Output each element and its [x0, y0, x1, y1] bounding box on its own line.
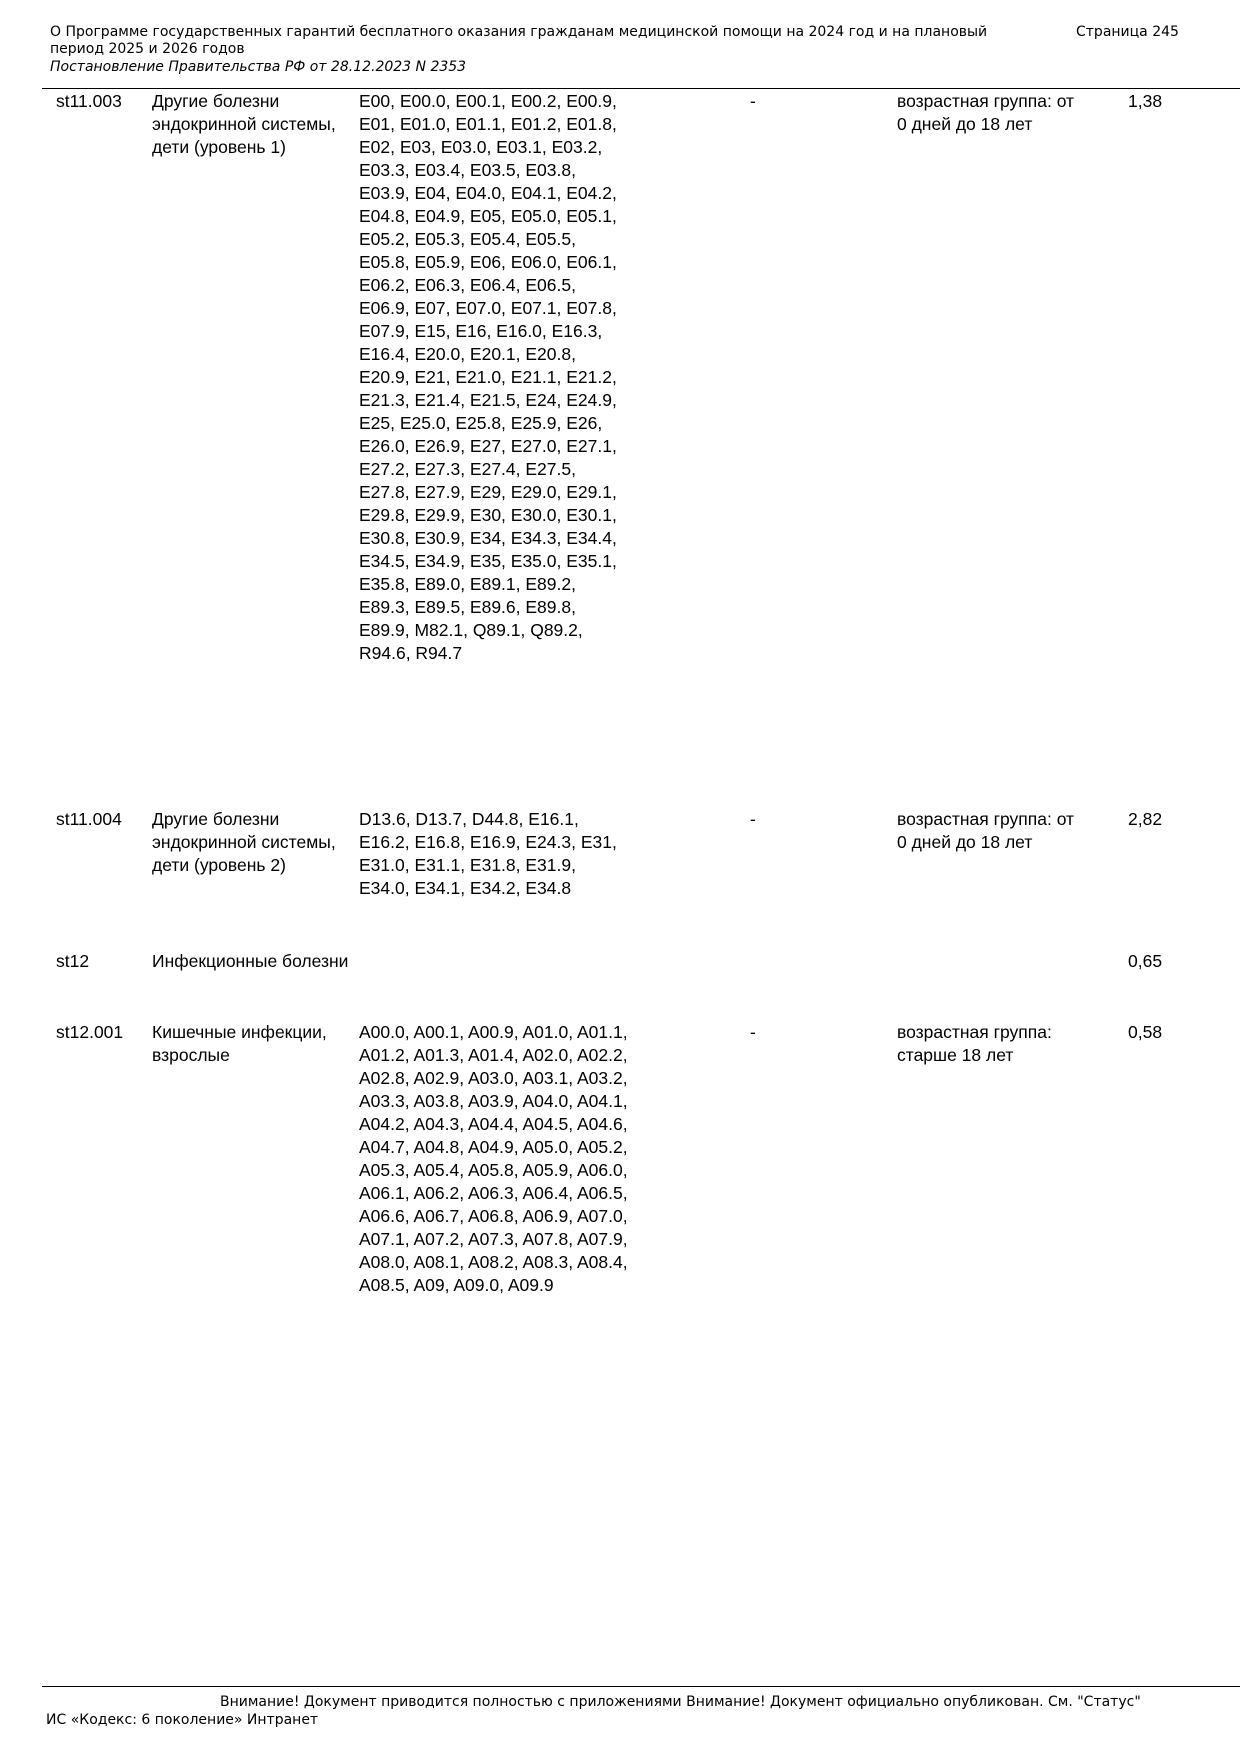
header-divider [42, 88, 1240, 89]
page-number: Страница 245 [1076, 24, 1179, 40]
row-criteria: возрастная группа: старше 18 лет [897, 1022, 1052, 1065]
footer-system-name: ИС «Кодекс: 6 поколение» Интранет [46, 1712, 319, 1728]
row-coefficient: 2,82 [1128, 809, 1163, 829]
row-service: - [750, 1022, 756, 1042]
row-service: - [750, 91, 756, 111]
row-mkb-codes: D13.6, D13.7, D44.8, E16.1, E16.2, E16.8, E16.9, E24.3, E31, E31.0, E31.1, E31.8, E31.9, E34.0, E34.1, E34.2, E34.8 [359, 809, 617, 898]
document-title: О Программе государственных гарантий бесплатного оказания гражданам медицинской помощи на 2024 год и на плановый период 2025 и 2026 годов [50, 24, 988, 57]
row-coefficient: 0,58 [1128, 1022, 1163, 1042]
row-name: Другие болезни эндокринной системы, дети (уровень 2) [152, 809, 336, 875]
row-mkb-codes: A00.0, A00.1, A00.9, A01.0, A01.1, A01.2, A01.3, A01.4, A02.0, A02.2, A02.8, A02.9, A03.0, A03.1, A03.2, A03.3, A03.8, A03.9, A04.0, A04.1, A04.2, A04.3, A04.4, A04.5, A04.6, A04.7, A04.8, A04.9, A05.0, A05.2, A05.3, A05.4, A05.8, A05.9, A06.0, A06.1, A06.2, A06.3, A06.4, A06.5, A06.6, A06.7, A06.8, A06.9, A07.0, A07.1, A07.2, A07.3, A07.8, A07.9, A08.0, A08.1, A08.2, A08.3, A08.4, A08.5, A09, A09.0, A09.9 [359, 1022, 628, 1295]
row-code: st11.004 [56, 809, 122, 829]
row-criteria: возрастная группа: от 0 дней до 18 лет [897, 809, 1075, 852]
row-name: Инфекционные болезни [152, 951, 349, 971]
row-name: Другие болезни эндокринной системы, дети (уровень 1) [152, 91, 336, 157]
row-code: st11.003 [56, 91, 122, 111]
row-code: st12.001 [56, 1022, 124, 1042]
row-mkb-codes: E00, E00.0, E00.1, E00.2, E00.9, E01, E01.0, E01.1, E01.2, E01.8, E02, E03, E03.0, E03.1, E03.2, E03.3, E03.4, E03.5, E03.8, E03.9, E04, E04.0, E04.1, E04.2, E04.8, E04.9, E05, E05.0, E05.1, E05.2, E05.3, E05.4, E05.5, E05.8, E05.9, E06, E06.0, E06.1, E06.2, E06.3, E06.4, E06.5, E06.9, E07, E07.0, E07.1, E07.8, E07.9, E15, E16, E16.0, E16.3, E16.4, E20.0, E20.1, E20.8, E20.9, E21, E21.0, E21.1, E21.2, E21.3, E21.4, E21.5, E24, E24.9, E25, E25.0, E25.8, E25.9, E26, E26.0, E26.9, E27, E27.0, E27.1, E27.2, E27.3, E27.4, E27.5, E27.8, E27.9, E29, E29.0, E29.1, E29.8, E29.9, E30, E30.0, E30.1, E30.8, E30.9, E34, E34.3, E34.4, E34.5, E34.9, E35, E35.0, E35.1, E35.8, E89.0, E89.1, E89.2, E89.3, E89.5, E89.6, E89.8, E89.9, M82.1, Q89.1, Q89.2, R94.6, R94.7 [359, 91, 617, 663]
footer-divider [42, 1686, 1240, 1687]
row-code: st12 [56, 951, 90, 971]
document-subtitle: Постановление Правительства РФ от 28.12.2023 N 2353 [50, 59, 467, 75]
row-service: - [750, 809, 756, 829]
footer-notice: Внимание! Документ приводится полностью с приложениями Внимание! Документ официально опубликован. См. "Статус" [220, 1694, 1141, 1710]
row-criteria: возрастная группа: от 0 дней до 18 лет [897, 91, 1075, 134]
row-name: Кишечные инфекции, взрослые [152, 1022, 327, 1065]
row-coefficient: 1,38 [1128, 91, 1163, 111]
row-coefficient: 0,65 [1128, 951, 1163, 971]
